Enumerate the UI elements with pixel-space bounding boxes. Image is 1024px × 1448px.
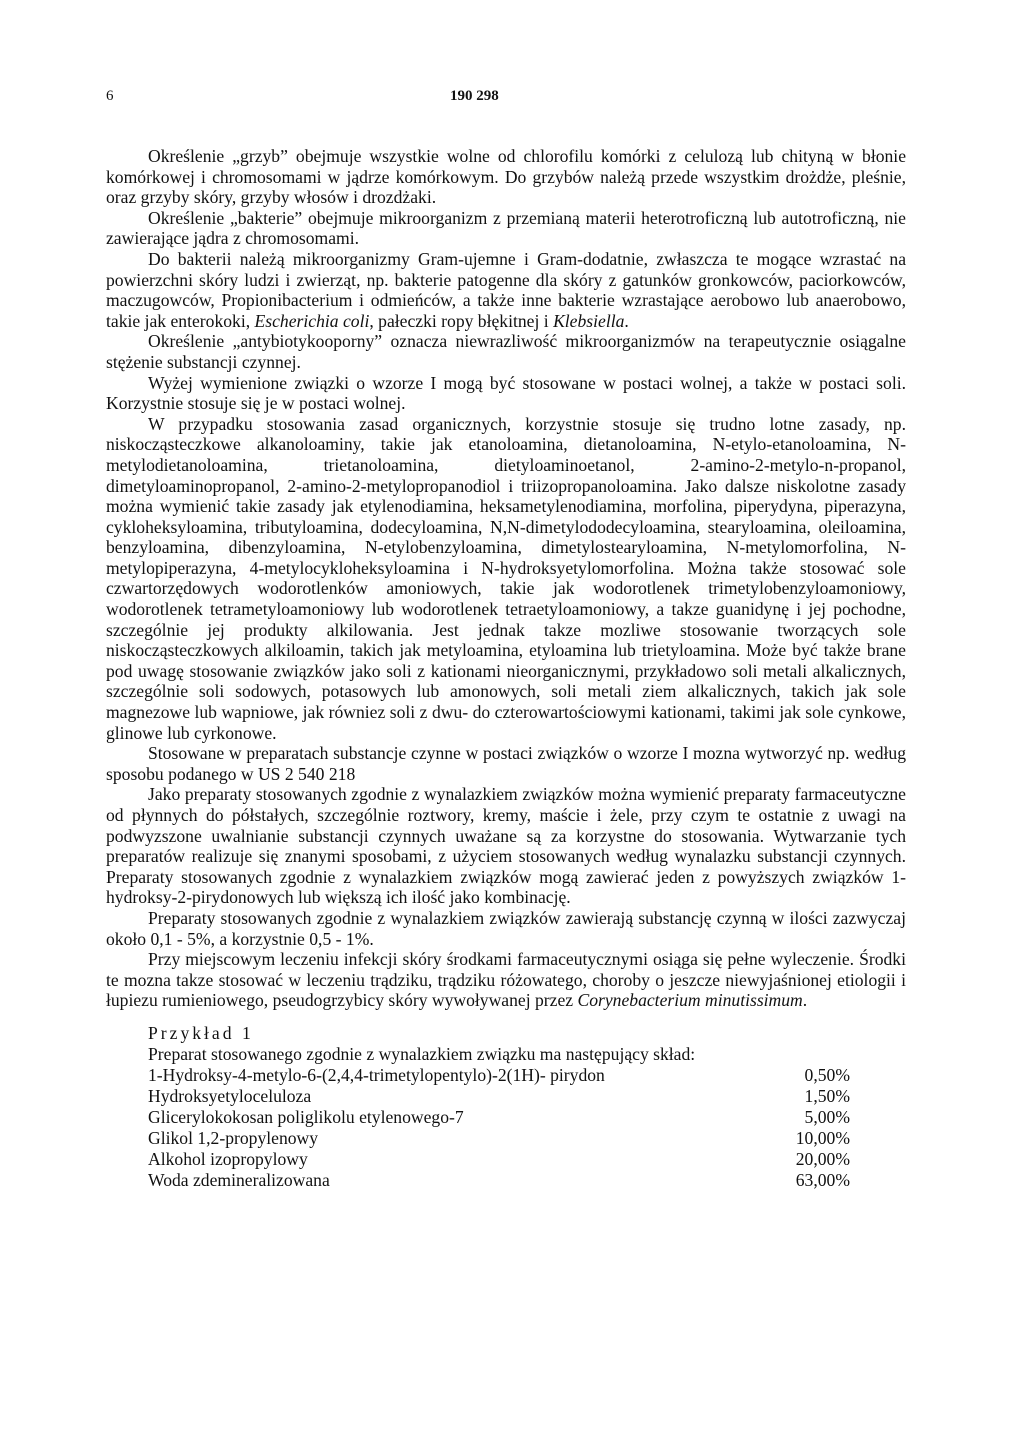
ingredient-name: Hydroksyetyloceluloza [148,1085,312,1106]
ingredient-name: Glicerylokokosan poliglikolu etylenowego-7 [148,1106,464,1127]
composition-table [148,1065,850,1191]
text-run: Przy miejscowym leczeniu infekcji skóry środkami farmaceutycznymi osiąga się pełne wyleczenie. Środki te mozna takze stosować w leczeniu trądziku, trądziku różowatego, choroby o jeszcze niewyjaśnionej etiologii i łupiezu rumieniowego, pseudogrzybicy skóry wywoływanej przez [106,949,906,1011]
italic-text: Escherichia coli [254,310,370,331]
example-title: Przykład 1 [148,1022,254,1043]
paragraph [106,908,906,949]
composition-row [148,1107,850,1128]
ingredient-amount: 0,50% [804,1064,850,1085]
example-section [106,1023,906,1191]
text-run: . [624,310,629,331]
text-run: Określenie „grzyb” obejmuje wszystkie wolne od chlorofilu komórki z celulozą lub chityną w błonie komórkowej i chromosomami w jądrze komórkowym. Do grzybów należą przede wszystkim drożdże, pleśnie, oraz grzyby skóry, grzyby włosów i drozdżaki. [106,146,906,208]
composition-row [148,1086,850,1107]
patent-number: 190 298 [450,88,499,104]
paragraph [106,331,906,372]
italic-text: Corynebacterium minutissimum [577,990,803,1011]
ingredient-amount: 20,00% [795,1148,850,1169]
ingredient-amount: 10,00% [795,1127,850,1148]
text-run: Do bakterii należą mikroorganizmy Gram-ujemne i Gram-dodatnie, zwłaszcza te mogące wzrastać na powierzchni skóry ludzi i zwierząt, np. bakterie patogenne dla skóry z gatunków gronkowców, paciorkowców, maczugowców, Propionibacterium i odmieńców, a także inne bakterie wzrastające aerobowo lub anaerobowo, takie jak enterokoki, [106,248,906,331]
text-run: Określenie „bakterie” obejmuje mikroorganizm z przemianą materii heterotroficzną lub autotroficzną, nie zawierające jądra z chromosomami. [106,207,906,249]
text-run: Wyżej wymienione związki o wzorze I mogą być stosowane w postaci wolnej, a także w postaci soli. Korzystnie stosuje się je w postaci wolnej. [106,372,906,414]
paragraph [106,784,906,908]
paragraph [106,414,906,744]
paragraph [106,249,906,331]
italic-text: Klebsiella [553,310,625,331]
ingredient-amount: 1,50% [804,1085,850,1106]
body-text [106,146,906,1011]
text-run: Preparaty stosowanych zgodnie z wynalazkiem związków zawierają substancję czynną w ilości zazwyczaj około 0,1 - 5%, a korzystnie 0,5 - 1%. [106,907,906,949]
text-run: , pałeczki ropy błękitnej i [369,310,554,331]
page-number: 6 [106,88,114,104]
ingredient-name: Alkohol izopropylowy [148,1148,308,1169]
text-run: Jako preparaty stosowanych zgodnie z wynalazkiem związków można wymienić preparaty farmaceutyczne od płynnych do półstałych, szczególnie roztwory, kremy, maście i żele, przy czym te ostatnie z uwagi na podwyzszone uwalnianie substancji czynnych uważane są za korzystne do stosowania. Wytwarzanie tych preparatów realizuje się znanymi sposobami, z użyciem stosowanych według wynalazku substancji czynnych. Preparaty stosowanych zgodnie z wynalazkiem związków mogą zawierać jeden z powyższych związków 1-hydroksy-2-pirydonowych lub większą ich ilość jako kombinację. [106,784,906,908]
example-intro: Preparat stosowanego zgodnie z wynalazkiem związku ma następujący skład: [148,1043,696,1064]
ingredient-name: Woda zdemineralizowana [148,1169,330,1190]
paragraph [106,949,906,1011]
composition-row [148,1065,850,1086]
ingredient-name: Glikol 1,2-propylenowy [148,1127,319,1148]
paragraph [106,373,906,414]
document-page [106,88,906,1191]
composition-row [148,1170,850,1191]
ingredient-name: 1-Hydroksy-4-metylo-6-(2,4,4-trimetylopentylo)-2(1H)- pirydon [148,1064,605,1085]
page-header [106,88,906,116]
paragraph [106,146,906,208]
paragraph [106,208,906,249]
composition-row [148,1149,850,1170]
text-run: . [802,990,808,1011]
text-run: Określenie „antybiotykooporny” oznacza niewrazliwość mikroorganizmów na terapeutycznie osiągalne stężenie substancji czynnej. [106,331,906,372]
paragraph [106,743,906,784]
ingredient-amount: 63,00% [795,1169,850,1190]
ingredient-amount: 5,00% [804,1106,850,1127]
text-run: W przypadku stosowania zasad organicznych, korzystnie stosuje się trudno lotne zasady, np. niskocząsteczkowe alkanoloaminy, takie jak etanoloamina, dietanoloamina, N-etylo-etanoloamina, N-metylodietanoloamina, trietanoloamina, dietyloaminoetanol, 2-amino-2-metylo-n-propanol, dimetyloaminopropanol, 2-amino-2-metylopropanodiol i triizopropanoloamina. Jako dalsze niskolotne zasady można wymienić takie zasady jak etylenodiamina, heksametylenodiamina, morfolina, piperydyna, piperazyna, cykloheksyloamina, tributyloamina, dodecyloamina, N,N-dimetylododecyloamina, stearyloamina, oleiloamina, benzyloamina, dibenzyloamina, N-etylobenzyloamina, dimetylostearyloamina, N-metylomorfolina, N-metylopiperazyna, 4-metylocykloheksyloamina i N-hydroksyetylomorfolina. Można także stosować sole czwartorzędowych wodorotlenków amoniowych, takie jak wodorotlenek trimetylobenzyloamoniowy, wodorotlenek tetrametyloamoniowy lub wodorotlenek tetraetyloamoniowy, a takze guanidynę i jej pochodne, szczególnie jej produkty alkilowania. Jest jednak takze mozliwe stosowanie tworzących sole niskocząsteczkowych alkiloamin, takich jak metyloamina, etyloamina lub trietyloamina. Może być także brane pod uwagę stosowanie związków jako soli z kationami nieorganicznymi, przykładowo soli metali alkalicznych, szczególnie soli sodowych, potasowych lub amonowych, soli metali ziem alkalicznych, takich jak sole magnezowe lub wapniowe, jak równiez soli z dwu- do czterowartościowymi kationami, takimi jak sole cynkowe, glinowe lub cyrkonowe. [106,413,906,743]
text-run: Stosowane w preparatach substancje czynne w postaci związków o wzorze I mozna wytworzyć np. według sposobu podanego w US 2 540 218 [106,743,906,784]
composition-row [148,1128,850,1149]
